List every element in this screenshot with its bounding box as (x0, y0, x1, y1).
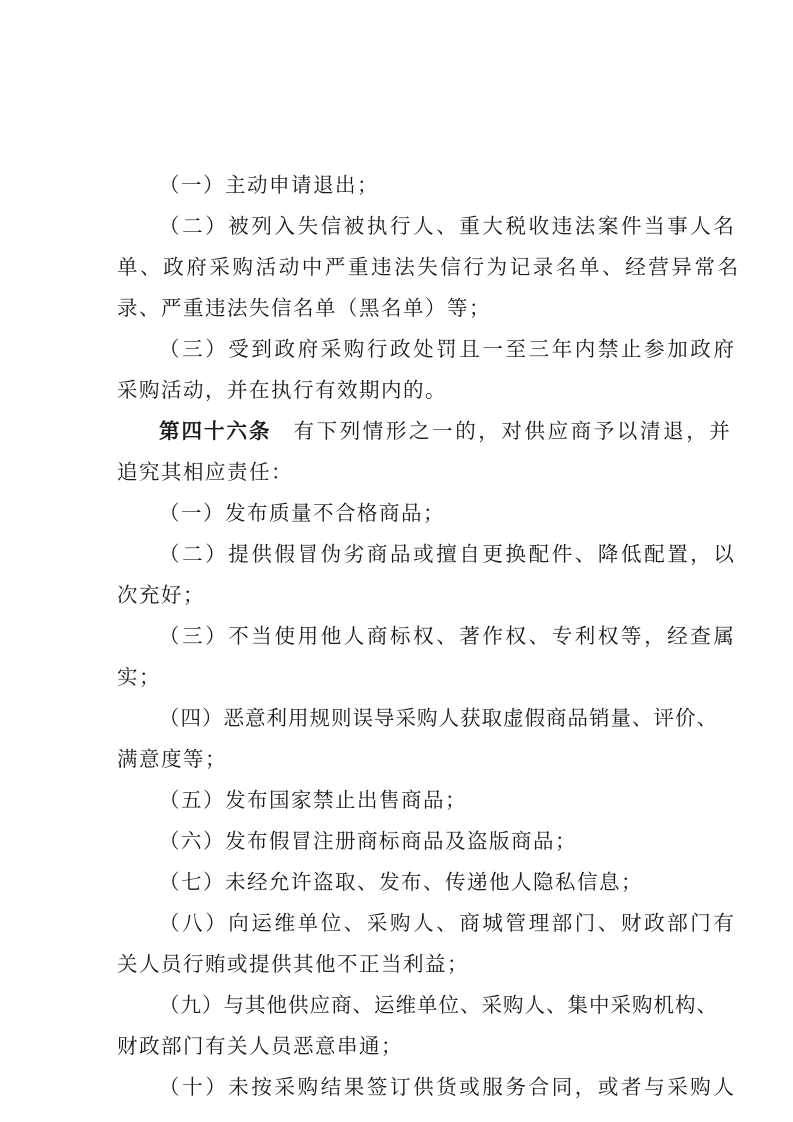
paragraph-line: 关人员行贿或提供其他不正当利益； (117, 952, 469, 976)
paragraph-line: （十）未按采购结果签订供货或服务合同，或者与采购人 (159, 1075, 737, 1099)
article-text: 有下列情形之一的，对供应商予以清退，并 (293, 419, 733, 443)
paragraph-line: （五）发布国家禁止出售商品； (159, 788, 467, 812)
paragraph-line: 单、政府采购活动中严重违法失信行为记录名单、经营异常名 (117, 255, 741, 279)
paragraph-line: 采购活动，并在执行有效期内的。 (117, 378, 447, 402)
paragraph-line: 次充好； (117, 583, 205, 607)
paragraph-line: （二）被列入失信被执行人、重大税收违法案件当事人名 (159, 214, 737, 238)
paragraph-line: （二）提供假冒伪劣商品或擅自更换配件、降低配置，以 (159, 542, 737, 566)
paragraph-line: 财政部门有关人员恶意串通； (117, 1034, 403, 1058)
paragraph-line: （八）向运维单位、采购人、商城管理部门、财政部门有 (159, 911, 737, 935)
paragraph-line: 追究其相应责任： (117, 460, 293, 484)
paragraph-line: （三）不当使用他人商标权、著作权、专利权等，经查属 (159, 624, 737, 648)
paragraph-line: （四）恶意利用规则误导采购人获取虚假商品销量、评价、 (159, 706, 718, 730)
paragraph-line: 录、严重违法失信名单（黑名单）等； (117, 296, 491, 320)
paragraph-line: （九）与其他供应商、运维单位、采购人、集中采购机构、 (159, 993, 718, 1017)
paragraph-line: 满意度等； (117, 747, 227, 771)
paragraph-line: （三）受到政府采购行政处罚且一至三年内禁止参加政府 (159, 337, 737, 361)
article-number: 第四十六条 (159, 419, 272, 443)
paragraph-line: （一）发布质量不合格商品； (159, 501, 445, 525)
paragraph-line: 实； (117, 665, 161, 689)
paragraph-line: （七）未经允许盗取、发布、传递他人隐私信息； (159, 870, 643, 894)
paragraph-line: （六）发布假冒注册商标商品及盗版商品； (159, 829, 577, 853)
paragraph-line: （一）主动申请退出； (159, 173, 379, 197)
article-heading-line (159, 417, 732, 445)
